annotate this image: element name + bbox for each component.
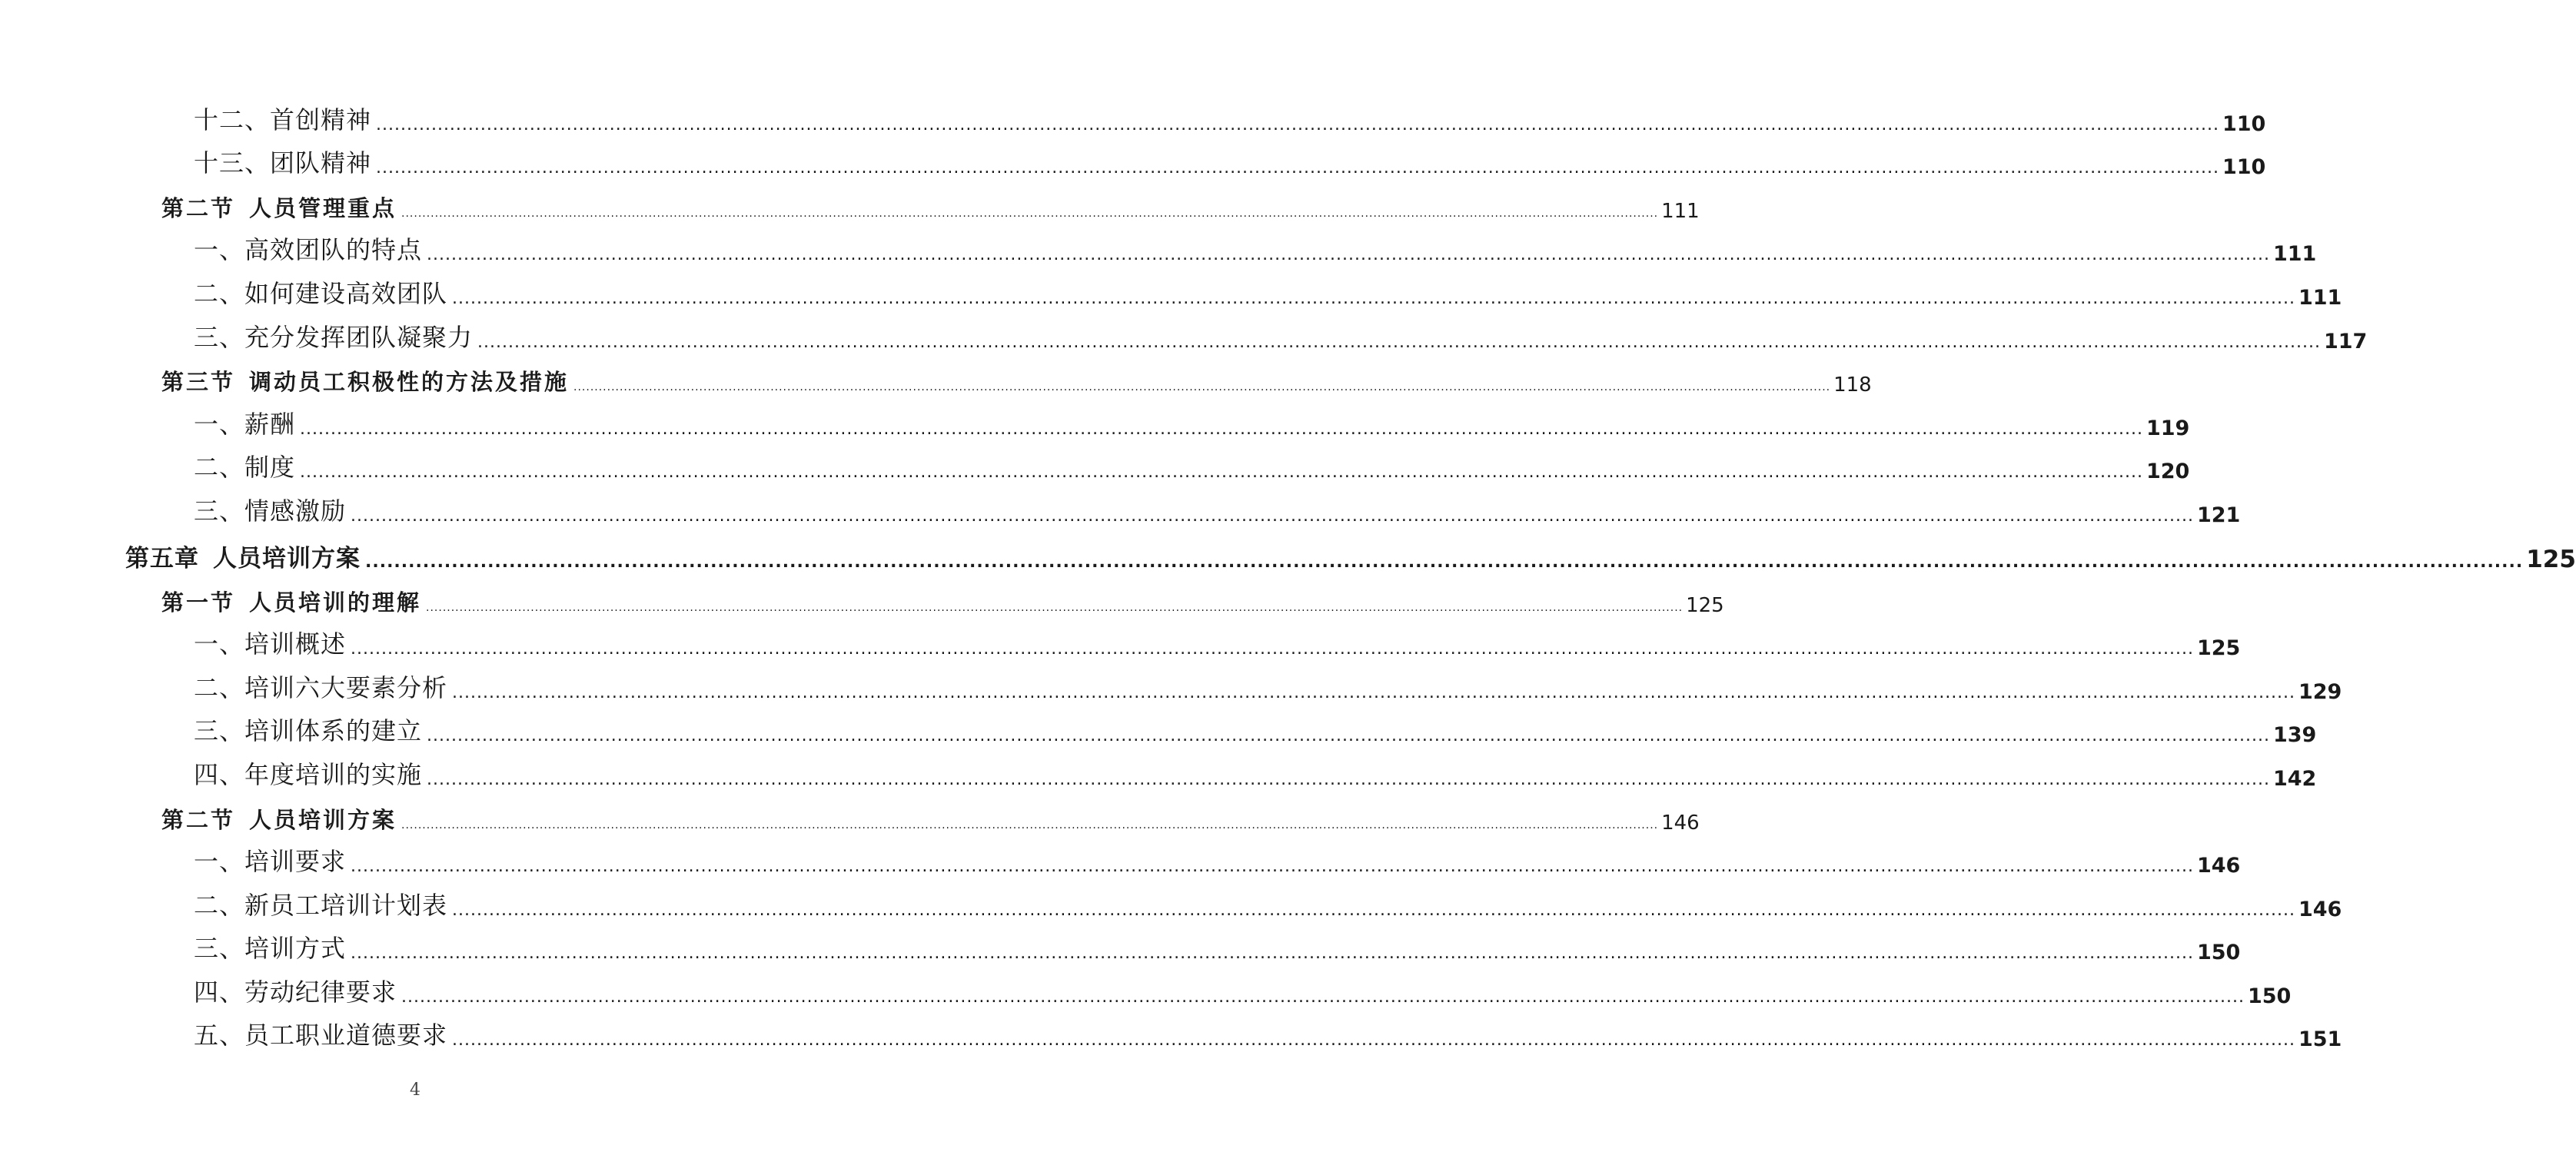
toc-entry-page: 151	[2298, 1027, 2342, 1052]
toc-entry-label: 十三、团队精神	[194, 148, 372, 178]
toc-entry-page: 111	[2272, 242, 2317, 267]
toc-entry-label: 十二、首创精神	[194, 105, 372, 134]
toc-entry[interactable]	[0, 625, 2241, 669]
toc-entry-label: 二、制度	[194, 453, 296, 483]
toc-section[interactable]	[0, 581, 1724, 625]
toc-leader-dots: ............................................................................................................................................................................................................................................................................................................	[351, 506, 2194, 526]
toc-leader-dots: ............................................................................................................................................................................................................................................................................................................	[452, 288, 2295, 308]
toc-entry[interactable]	[0, 231, 2317, 274]
toc-entry[interactable]	[0, 712, 2317, 755]
toc-entry-page: 150	[2247, 984, 2292, 1008]
toc-section[interactable]	[0, 361, 1872, 405]
toc-entry-label: 二、培训六大要素分析	[194, 672, 448, 702]
toc-leader-dots: ............................................................................................................................................................................................................................................................................................................	[376, 158, 2219, 178]
section-title: 人员培训的理解	[249, 589, 422, 616]
toc-entry[interactable]	[0, 885, 2342, 929]
toc-entry[interactable]	[0, 317, 2368, 361]
toc-section-page: 111	[1661, 199, 1700, 223]
toc-entry[interactable]	[0, 929, 2241, 973]
toc-entry[interactable]	[0, 755, 2317, 798]
toc-leader-dots: ............................................................................................................................................................................................................................................................................................................	[573, 381, 1831, 394]
toc-entry-label: 四、劳动纪律要求	[194, 977, 397, 1007]
toc-leader-dots: ............................................................................................................................................................................................................................................................................................................	[427, 245, 2270, 265]
toc-section-page: 118	[1833, 373, 1872, 397]
toc-chapter[interactable]	[0, 535, 2576, 581]
section-title: 人员培训方案	[249, 806, 397, 833]
toc-entry[interactable]	[0, 1016, 2342, 1060]
toc-leader-dots: ............................................................................................................................................................................................................................................................................................................	[427, 769, 2270, 789]
toc-entry[interactable]	[0, 274, 2342, 317]
toc-entry[interactable]	[0, 491, 2241, 535]
toc-entry[interactable]	[0, 448, 2190, 492]
toc-entry-label: 一、培训要求	[194, 847, 347, 877]
section-number: 第一节	[161, 589, 236, 616]
table-of-contents	[0, 100, 2576, 1059]
chapter-title: 人员培训方案	[213, 544, 361, 573]
toc-entry-label: 四、年度培训的实施	[194, 759, 423, 789]
toc-entry-page: 121	[2196, 503, 2241, 527]
toc-leader-dots: ............................................................................................................................................................................................................................................................................................................	[365, 552, 2524, 572]
toc-entry[interactable]	[0, 842, 2241, 886]
chapter-number: 第五章	[125, 544, 199, 573]
toc-entry[interactable]	[0, 144, 2266, 188]
toc-entry-label: 一、培训概述	[194, 629, 347, 659]
toc-section[interactable]	[0, 187, 1700, 231]
toc-section-page: 146	[1661, 811, 1700, 835]
toc-entry-page: 110	[2222, 155, 2266, 180]
toc-leader-dots: ............................................................................................................................................................................................................................................................................................................	[300, 419, 2143, 439]
toc-leader-dots: ............................................................................................................................................................................................................................................................................................................	[452, 900, 2295, 920]
toc-entry-page: 139	[2272, 723, 2317, 748]
page-number: 4	[410, 1080, 420, 1100]
toc-entry-page: 146	[2196, 854, 2241, 878]
toc-entry-page: 110	[2222, 111, 2266, 136]
toc-entry[interactable]	[0, 668, 2342, 712]
toc-entry-label: 三、情感激励	[194, 496, 347, 526]
toc-entry-label: 三、培训方式	[194, 934, 347, 964]
toc-leader-dots: ............................................................................................................................................................................................................................................................................................................	[351, 639, 2194, 659]
toc-entry[interactable]	[0, 404, 2190, 448]
toc-leader-dots: ............................................................................................................................................................................................................................................................................................................	[426, 601, 1684, 614]
toc-leader-dots: ............................................................................................................................................................................................................................................................................................................	[300, 463, 2143, 483]
toc-entry-label: 二、新员工培训计划表	[194, 890, 448, 920]
toc-chapter-label	[125, 539, 361, 573]
toc-leader-dots: ............................................................................................................................................................................................................................................................................................................	[376, 115, 2219, 134]
toc-entry-label: 一、高效团队的特点	[194, 235, 423, 265]
toc-entry-label: 五、员工职业道德要求	[194, 1021, 448, 1051]
toc-leader-dots: ............................................................................................................................................................................................................................................................................................................	[427, 726, 2270, 746]
toc-section-label	[161, 365, 569, 397]
toc-entry-page: 119	[2146, 416, 2190, 440]
toc-section-label	[161, 586, 421, 617]
toc-entry-label: 三、充分发挥团队凝聚力	[194, 322, 474, 352]
toc-entry-page: 146	[2298, 897, 2342, 921]
section-number: 第二节	[161, 194, 236, 221]
toc-entry-page: 150	[2196, 941, 2241, 965]
section-number: 第二节	[161, 806, 236, 833]
toc-entry-label: 一、薪酬	[194, 409, 296, 439]
toc-chapter-page: 125	[2526, 545, 2576, 573]
toc-section-page: 125	[1686, 593, 1724, 617]
toc-entry-page: 125	[2196, 636, 2241, 661]
toc-section[interactable]	[0, 798, 1700, 842]
toc-entry-page: 111	[2298, 285, 2342, 310]
toc-entry-page: 120	[2146, 460, 2190, 484]
toc-leader-dots: ............................................................................................................................................................................................................................................................................................................	[351, 944, 2194, 964]
section-number: 第三节	[161, 369, 236, 396]
toc-leader-dots: ............................................................................................................................................................................................................................................................................................................	[452, 682, 2295, 702]
toc-entry[interactable]	[0, 100, 2266, 144]
toc-entry-label: 三、培训体系的建立	[194, 716, 423, 746]
section-title: 调动员工积极性的方法及措施	[249, 369, 570, 396]
toc-section-label	[161, 191, 397, 223]
toc-leader-dots: ............................................................................................................................................................................................................................................................................................................	[477, 332, 2321, 352]
toc-section-label	[161, 803, 397, 835]
toc-leader-dots: ............................................................................................................................................................................................................................................................................................................	[401, 207, 1659, 220]
toc-leader-dots: ............................................................................................................................................................................................................................................................................................................	[452, 1031, 2295, 1051]
toc-leader-dots: ............................................................................................................................................................................................................................................................................................................	[351, 857, 2194, 877]
toc-entry[interactable]	[0, 972, 2292, 1016]
toc-leader-dots: ............................................................................................................................................................................................................................................................................................................	[401, 818, 1659, 831]
toc-entry-page: 117	[2323, 329, 2368, 353]
toc-entry-page: 129	[2298, 679, 2342, 704]
toc-leader-dots: ............................................................................................................................................................................................................................................................................................................	[401, 987, 2245, 1007]
section-title: 人员管理重点	[249, 194, 397, 221]
toc-entry-page: 142	[2272, 766, 2317, 791]
toc-entry-label: 二、如何建设高效团队	[194, 278, 448, 308]
